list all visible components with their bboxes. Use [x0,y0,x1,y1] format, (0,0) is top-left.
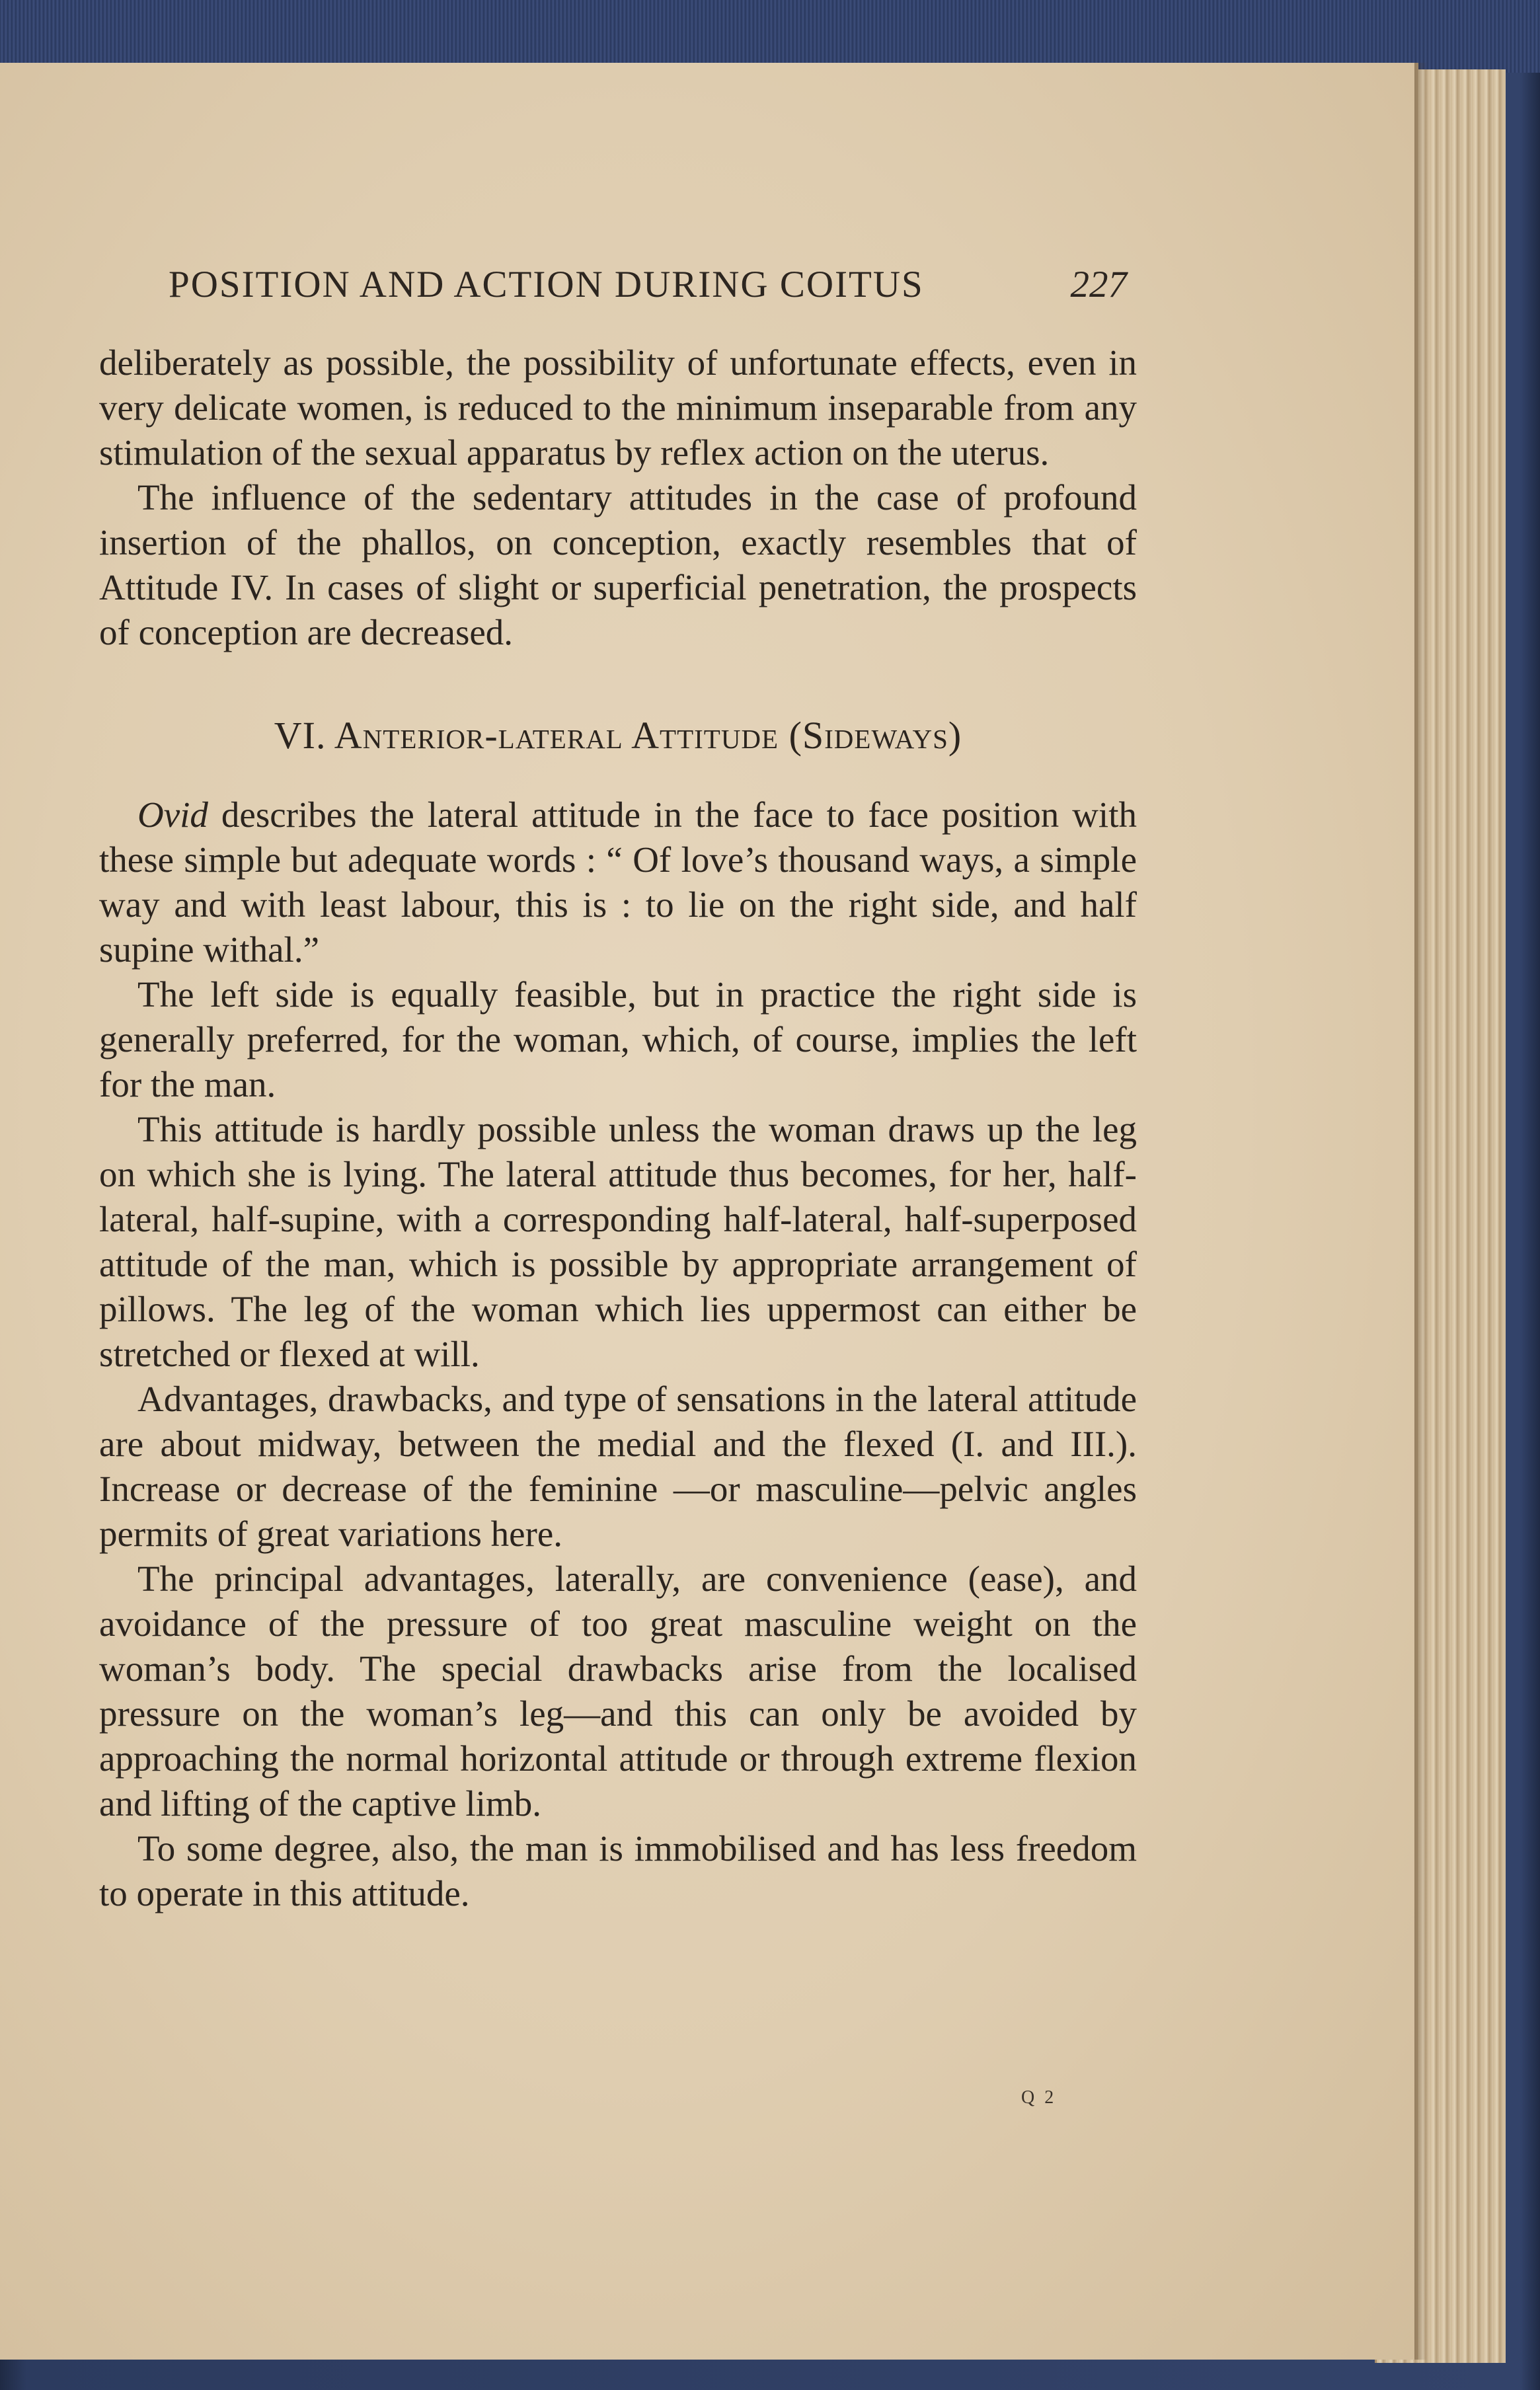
paragraph: To some degree, also, the man is immobilised and has less freedom to operate in this attitude. [99,1828,1137,1913]
paragraph: Advantages, drawbacks, and type of sensations in the lateral attitude are about midway, between the medial and the flexed (I. and III.). Increase or decrease of the feminine —or masculine—pelvic angles permits of great variations here. [99,1379,1137,1554]
paragraph-text: describes the lateral attitude in the face to face position with these simple but adequate words : “ Of love’s thousand ways, a simple way and with least labour, this is : to lie on the right side, and half supine withal.” [99,794,1137,970]
book-cover-edge [0,0,1540,73]
paragraph: The left side is equally feasible, but in practice the right side is generally preferred, for the woman, which, of course, implies the left for the man. [99,974,1137,1104]
page-text [99,340,1137,1916]
paragraph: This attitude is hardly possible unless the woman draws up the leg on which she is lying. The lateral attitude thus becomes, for her, half-lateral, half-supine, with a corresponding half-lateral, half-superposed attitude of the man, which is possible by appropriate arrangement of pillows. The leg of the woman which lies uppermost can either be stretched or flexed at will. [99,1109,1137,1374]
author-name: Ovid [137,794,208,835]
page-number: 227 [1070,264,1127,305]
running-header [169,263,1127,316]
paragraph: The principal advantages, laterally, are convenience (ease), and avoidance of the pressure of too great masculine weight on the woman’s body. The special drawbacks arise from the localised pressure on the woman’s leg—and this can only be avoided by approaching the normal horizontal attitude or through extreme flexion and lifting of the captive limb. [99,1559,1137,1824]
paragraph [99,792,1137,972]
paragraph: The influence of the sedentary attitudes in the case of profound insertion of the phallos, on conception, exactly resembles that of Attitude IV. In cases of slight or superficial penetration, the prospects of conception are decreased. [99,477,1137,652]
signature-mark: Q 2 [1021,2087,1057,2108]
paragraph: deliberately as possible, the possibility of unfortunate effects, even in very delicate women, is reduced to the minimum inseparable from any stimulation of the sexual apparatus by reflex action on the uterus. [99,342,1137,473]
page-shadow [1414,63,1428,2360]
section-heading: VI. Anterior-lateral Attitude (Sideways) [274,714,962,757]
running-title: POSITION AND ACTION DURING COITUS [169,264,924,305]
